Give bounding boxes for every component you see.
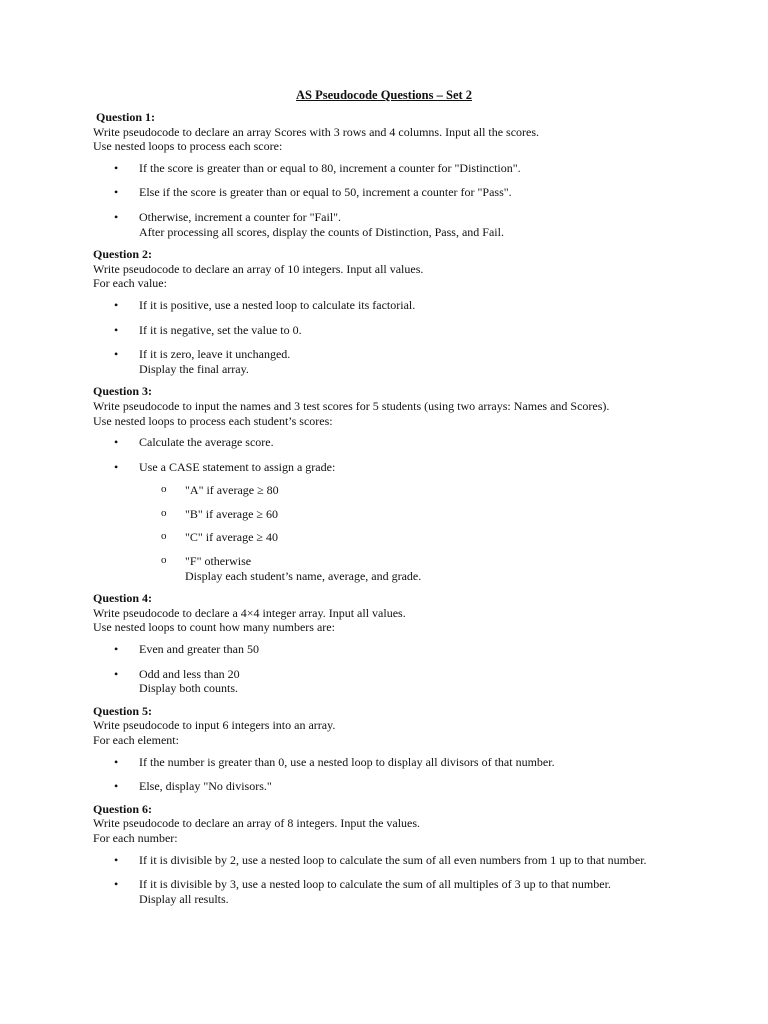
question-closing-text: Display the final array. (139, 361, 249, 376)
bullet-item (93, 210, 713, 239)
question-intro-line: For each element: (93, 733, 179, 747)
question-closing-text: Display each student’s name, average, and grade. (185, 568, 422, 583)
bullet-list (93, 435, 713, 583)
bullet-list (93, 853, 713, 907)
bullet-text: • If it is divisible by 2, use a nested loop to calculate the sum of all even numbers from 1 up to that number. (139, 852, 647, 867)
question-heading: Question 2: (93, 247, 153, 262)
question-intro-line: For each number: (93, 830, 178, 845)
question-intro-line: Write pseudocode to input the names and 3 test scores for 5 students (using two arrays: Names and Scores). (93, 398, 610, 413)
sub-bullet-text: o "F" otherwise (185, 554, 252, 569)
bullet-text: If it is negative, set the value to 0. (139, 322, 302, 337)
bullet-list (93, 161, 713, 239)
question-heading: Question 6: (93, 801, 153, 816)
question-heading: Question 1: (96, 110, 156, 124)
bullet-item (93, 460, 713, 584)
question-1 (93, 110, 713, 239)
bullet-list (93, 298, 713, 376)
sub-bullet-text: "B" if average ≥ 60 (185, 506, 279, 521)
bullet-item (93, 853, 713, 868)
question-intro-line: Write pseudocode to declare an array Scores with 3 rows and 4 columns. Input all the scores. (93, 124, 540, 139)
bullet-item (93, 877, 713, 906)
question-4 (93, 591, 713, 696)
bullet-text: • Odd and less than 20 (139, 666, 240, 681)
document-title: AS Pseudocode Questions – Set 2 (295, 88, 473, 102)
sub-bullet-item (139, 483, 713, 498)
bullet-item (93, 185, 713, 200)
bullet-text: Use a CASE statement to assign a grade: (139, 459, 336, 474)
bullet-text: Even and greater than 50 (139, 642, 259, 657)
question-closing-text: Display all results. (139, 891, 229, 906)
bullet-list (93, 755, 713, 794)
bullet-item (93, 161, 713, 176)
bullet-text: Else if the score is greater than or equal to 50, increment a counter for "Pass". (139, 185, 512, 200)
sub-bullet-list (139, 483, 713, 583)
bullet-text: Else, display "No divisors." (139, 779, 272, 794)
question-closing-text: After processing all scores, display the counts of Distinction, Pass, and Fail. (139, 224, 504, 239)
question-2 (93, 247, 713, 376)
question-intro-line: Use nested loops to count how many numbers are: (93, 620, 335, 635)
bullet-list (93, 642, 713, 696)
bullet-text: If the score is greater than or equal to 80, increment a counter for "Distinction". (139, 160, 521, 175)
question-heading: Question 5: (93, 703, 153, 718)
bullet-item (93, 435, 713, 450)
sub-bullet-item (139, 530, 713, 545)
sub-bullet-text: "C" if average ≥ 40 (185, 530, 279, 545)
bullet-item (93, 323, 713, 338)
question-5 (93, 704, 713, 794)
bullet-text: • If it is divisible by 3, use a nested loop to calculate the sum of all multiples of 3 up to that number. (139, 877, 611, 892)
bullet-text: Calculate the average score. (139, 435, 274, 450)
sub-bullet-item (139, 554, 713, 583)
question-intro-line: Use nested loops to process each score: (93, 139, 283, 154)
question-3 (93, 384, 713, 583)
question-intro-line: Write pseudocode to declare a 4×4 integer array. Input all values. (93, 605, 406, 620)
bullet-item (93, 755, 713, 770)
question-intro-line: Use nested loops to process each student’s scores: (93, 413, 333, 428)
bullet-item (93, 347, 713, 376)
sub-bullet-text: "A" if average ≥ 80 (185, 483, 279, 498)
bullet-text: If it is positive, use a nested loop to calculate its factorial. (139, 297, 416, 312)
bullet-item (93, 298, 713, 313)
question-6 (93, 802, 713, 907)
question-intro-line: Write pseudocode to declare an array of 10 integers. Input all values. (93, 261, 424, 276)
bullet-item (93, 642, 713, 657)
sub-bullet-item (139, 507, 713, 522)
question-intro-line: Write pseudocode to declare an array of 8 integers. Input the values. (93, 816, 421, 831)
bullet-item (93, 779, 713, 794)
bullet-text: • Otherwise, increment a counter for "Fail". (139, 209, 342, 224)
question-closing-text: Display both counts. (139, 681, 238, 696)
question-intro-line: Write pseudocode to input 6 integers into an array. (93, 718, 336, 733)
question-heading: Question 3: (93, 384, 153, 399)
bullet-text: If the number is greater than 0, use a nested loop to display all divisors of that number. (139, 754, 555, 769)
bullet-item (93, 667, 713, 696)
question-heading: Question 4: (93, 591, 153, 606)
bullet-text: • If it is zero, leave it unchanged. (139, 347, 291, 362)
document-body (93, 110, 713, 914)
question-intro-line: For each value: (93, 276, 167, 291)
